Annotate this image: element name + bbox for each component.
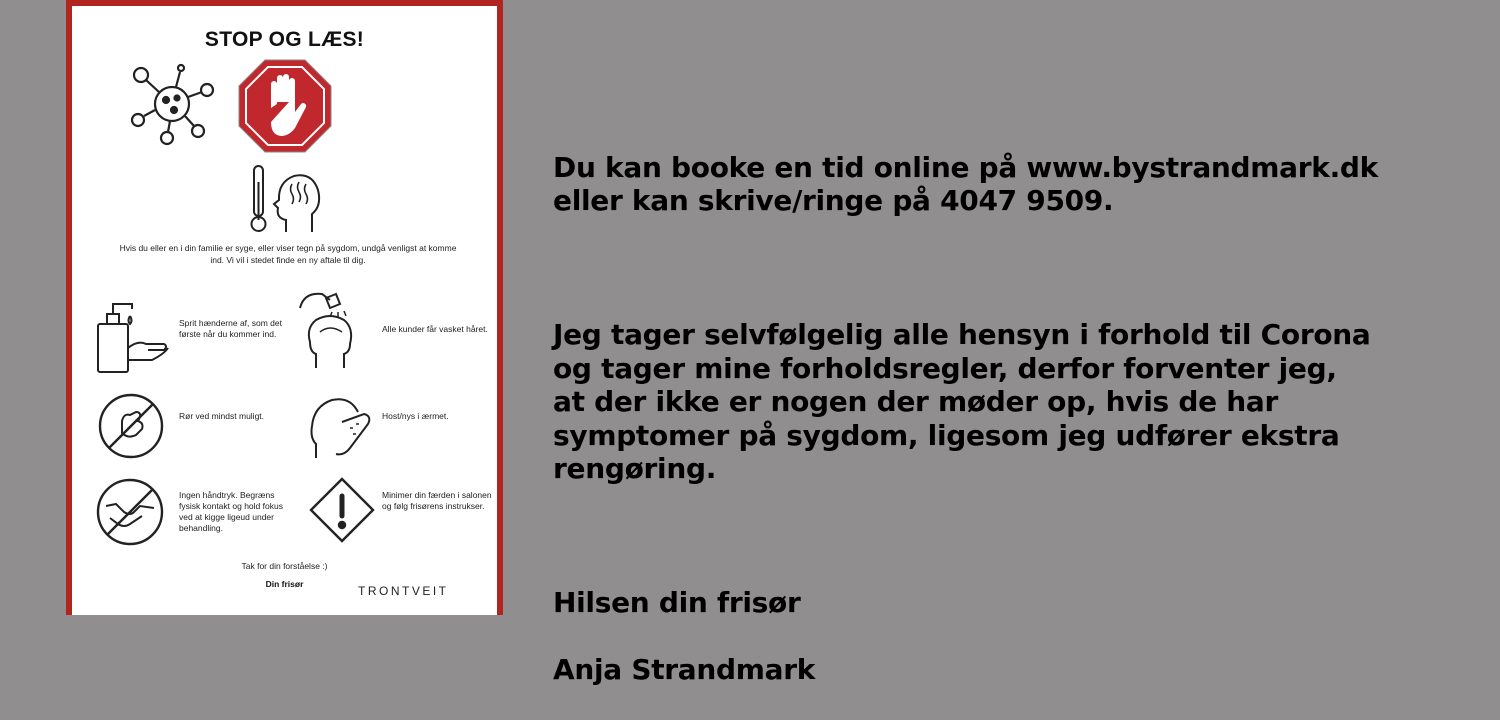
info-poster [66,0,503,615]
rule-hairwash-text: Alle kunder får vasket håret. [382,324,488,334]
hand-sanitizer-icon [94,298,172,378]
thanks-text: Tak for din forståelse :) [241,561,328,571]
signature-text: Din frisør [265,579,304,589]
warning-icon [308,476,376,544]
name-text: Anja Strandmark [553,653,816,686]
virus-icon [128,60,216,150]
no-touch-icon [96,391,166,461]
stop-hand-icon [237,58,333,154]
rule-sanitize-text: Sprit hænderne af, som det første når du kommer ind. [179,318,283,339]
rule-minimize-text: Minimer din færden i salonen og følg frisørens instrukser. [382,490,492,511]
brand-logo: TRONTVEIT [358,584,449,598]
greeting-text: Hilsen din frisør [553,586,801,619]
no-handshake-icon [94,476,166,548]
warning-text: Hvis du eller en i din familie er syge, eller viser tegn på sygdom, undgå venligst at komme ind. Vi vil i stedet finde en ny aftale til dig. [119,243,457,265]
poster-panel [72,6,497,615]
message-block [553,117,1453,720]
cough-elbow-icon [306,384,374,462]
booking-text: Du kan booke en tid online på www.bystrandmark.dk eller kan skrive/ringe på 4047 9509. [553,150,1378,217]
rule-nohandshake-text: Ingen håndtryk. Begræns fysisk kontakt og hold fokus ved at kigge ligeud under behandling. [179,490,283,533]
fever-thermometer-icon [248,162,328,236]
poster-title: STOP OG LÆS! [204,28,365,51]
hair-wash-icon [296,288,366,370]
rule-cough-text: Host/nys i ærmet. [382,411,449,421]
rule-notouch-text: Rør ved mindst muligt. [179,411,265,421]
corona-text: Jeg tager selvfølgelig alle hensyn i forhold til Corona og tager mine forholdsregler, derfor forventer jeg, at der ikke er nogen der møder op, hvis de har symptomer på sygdom, ligesom jeg udfører ekstra rengøring. [553,318,1371,485]
